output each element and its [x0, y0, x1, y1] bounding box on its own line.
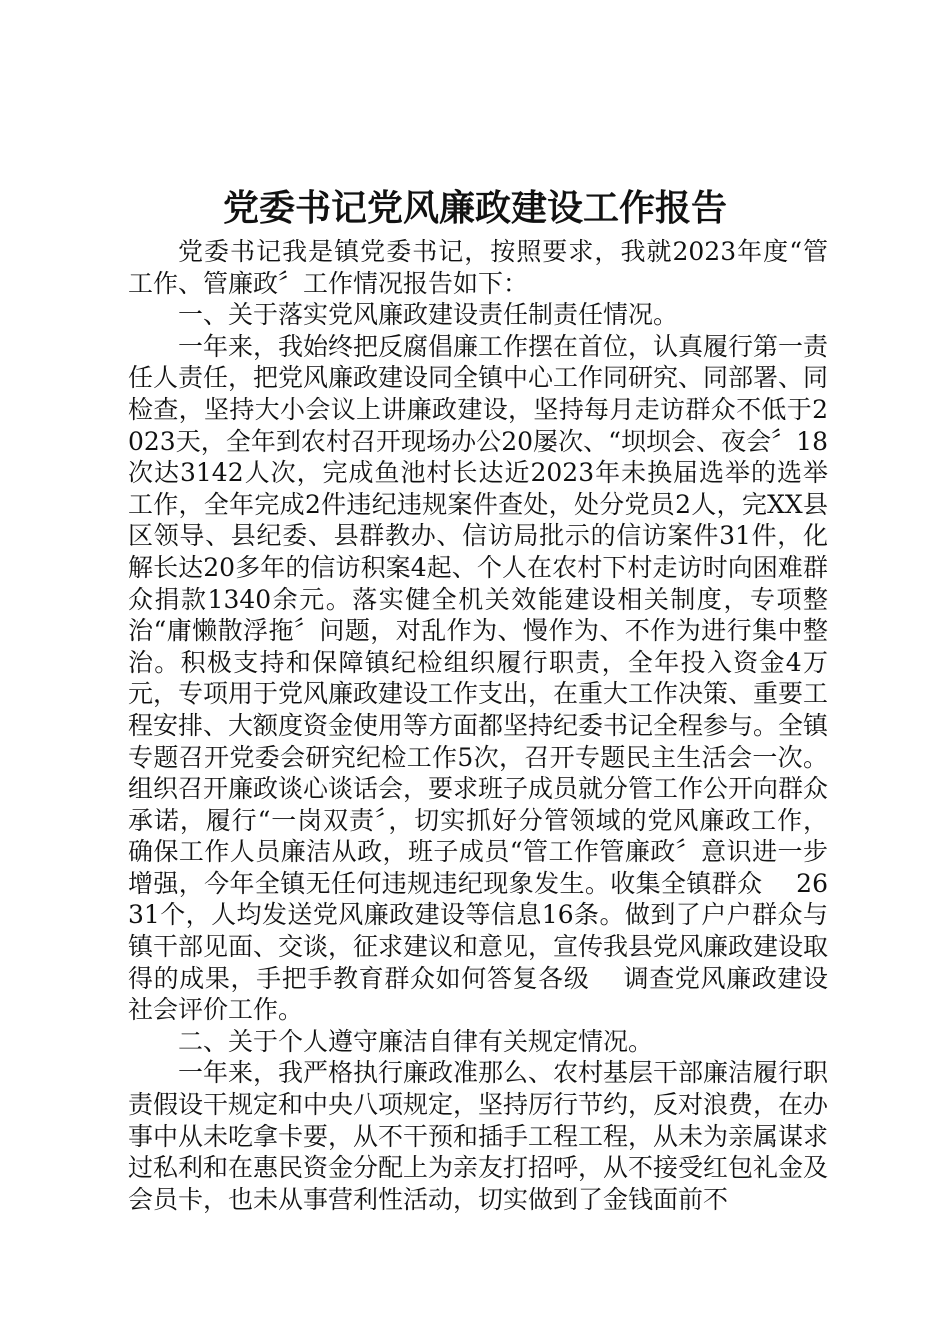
section-heading-1: 一、关于落实党风廉政建设责任制责任情况。: [178, 300, 679, 330]
paragraph-section-1: 一年来，我始终把反腐倡廉工作摆在首位，认真履行第一责任人责任，把党风廉政建设同全镇中心工作同研究、同部署、同检查，坚持大小会议上讲廉政建设，坚持每月走访群众不低于2023天，全年到农村召开现场办公20屡次、“坝坝会、夜会〞18次达3142人次，完成鱼池村长达近2023年未换届选举的选举工作，全年完成2件违纪违规案件查处，处分党员2人，完XX县区领导、县纪委、县群教办、信访局批示的信访案件31件，化解长达20多年的信访积案4起、个人在农村下村走访时向困难群众捐款1340余元。落实健全机关效能建设相关制度，专项整治“庸懒散浮拖〞问题，对乱作为、慢作为、不作为进行集中整治。积极支持和保障镇纪检组织履行职责，全年投入资金4万元，专项用于党风廉政建设工作支出，在重大工作决策、重要工程安排、大额度资金使用等方面都坚持纪委书记全程参与。全镇专题召开党委会研究纪检工作5次，召开专题民主生活会一次。组织召开廉政谈心谈话会，要求班子成员就分管工作公开向群众承诺，履行“一岗双责〞，切实抓好分管领域的党风廉政工作，确保工作人员廉洁从政，班子成员“管工作管廉政〞意识进一步增强，今年全镇无任何违规违纪现象发生。收集全镇群众 2631个，人均发送党风廉政建设等信息16条。做到了户户群众与镇干部见面、交谈，征求建议和意见，宣传我县党风廉政建设取得的成果，手把手教育群众如何答复各级 调查党风廉政建设社会评价工作。: [128, 331, 829, 1025]
paragraph-intro: 党委书记我是镇党委书记，按照要求，我就2023年度“管工作、管廉政〞工作情况报告如下：: [128, 237, 828, 298]
section-heading-2: 二、关于个人遵守廉洁自律有关规定情况。: [178, 1026, 654, 1056]
document-body: [128, 236, 828, 1215]
paragraph-section-2: 一年来，我严格执行廉政准那么、农村基层干部廉洁履行职责假设干规定和中央八项规定，坚持厉行节约，反对浪费，在办事中从未吃拿卡要，从不干预和插手工程工程，从未为亲属谋求过私利和在惠民资金分配上为亲友打招呼，从不接受红包礼金及会员卡，也未从事营利性活动，切实做到了金钱面前不: [128, 1058, 829, 1214]
document-title: 党委书记党风廉政建设工作报告: [222, 187, 727, 229]
